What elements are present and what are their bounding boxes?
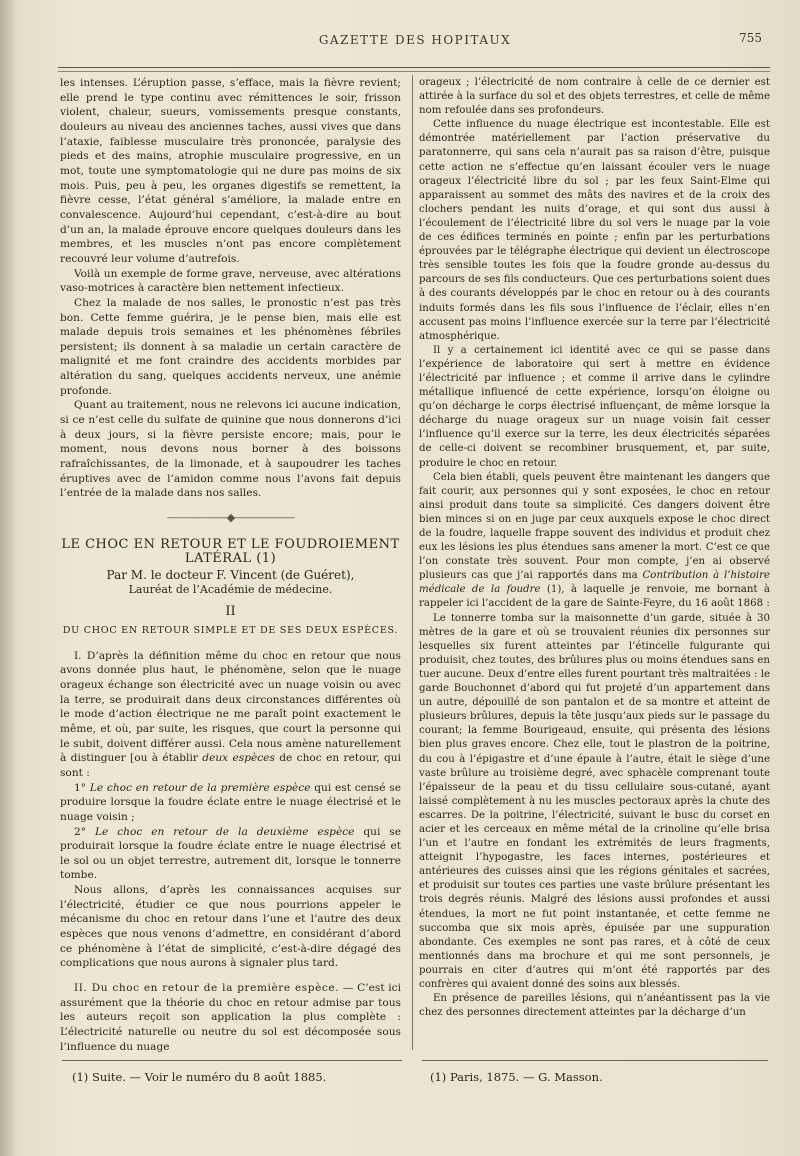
paragraph: orageux ; l’électricité de nom contraire à celle de ce dernier est attirée à la surface du sol et des objets terrestres, et celle de même nom refoulée dans ses profondeurs. — [419, 77, 770, 117]
footnote-rule — [422, 1060, 768, 1061]
paragraph: Chez la malade de nos salles, le pronostic n’est pas très bon. Cette femme guérira, je le pense bien, mais elle est malade depuis trois semaines et les phénomènes fébriles persistent; ils donnent à sa maladie un certain caractère de malignité et me font craindre des accidents morbides par altération du sang, quelques accidents nerveux, une anémie profonde. — [60, 296, 401, 397]
section-heading: DU CHOC EN RETOUR SIMPLE ET DE SES DEUX ESPÈCES. — [62, 624, 399, 636]
list-item — [60, 825, 401, 884]
section-ornament: ——————◆—————— — [166, 511, 295, 525]
column-separator — [412, 75, 413, 1050]
paragraph: Quant au traitement, nous ne relevons ici aucune indication, si ce n’est celle du sulfate de quinine que nous donnerons d’ici à deux jours, si la fièvre persiste encore; mais, pour le moment, nous devons nous borner à des boissons rafraîchissantes, de la limonade, et à saupoudrer les taches éruptives avec de l’amidon comme nous l’avons fait depuis l’entrée de la malade dans nos salles. — [60, 399, 401, 500]
header-rule — [58, 67, 770, 72]
text-run: qui se produirait lorsque la foudre éclate entre le nuage électrisé et le sol ou un objet terrestre, autrement dit, lorsque le tonnerre tombe. — [60, 825, 401, 882]
text-run: qui est censé se produire lorsque la foudre éclate entre le nuage électrisé et le nuage voisin ; — [60, 781, 401, 823]
text-run: — C’est ici assurément que la théorie du choc en retour admise par tous les auteurs reçoit son application la plus complète : L’électricité naturelle ou neutre du sol est décomposée sous l’influence du nuage — [60, 982, 401, 1053]
emphasis: Le choc en retour de la deuxième espèce — [94, 825, 355, 838]
footnote-rule — [62, 1060, 402, 1061]
part-number: II — [225, 604, 236, 620]
paragraph: les intenses. L’éruption passe, s’efface, mais la fièvre revient; elle prend le type continu avec rémittences le soir, frisson violent, chaleur, sueurs, vomissements presque constants, douleurs au niveau des anciennes taches, aussi vives que dans l’ataxie, faiblesse musculaire très prononcée, paralysie des pieds et des mains, atrophie musculaire progressive, en un mot, toute une symptomatologie qui ne dure pas moins de six mois. Puis, peu à peu, les organes digestifs se remettent, la fièvre cesse, l’état général s’améliore, la malade entre en convalescence. Aujourd’hui cependant, c’est-à-dire au bout d’un an, la malade éprouve encore quelques douleurs dans les membres, et les muscles n’ont pas encore complètement recouvré leur volume d’autrefois. — [60, 77, 401, 265]
text-run: (1), à laquelle je renvoie, me bornant à rappeler ici l’accident de la gare de Sainte-Feyre, du 16 août 1868 : — [419, 584, 770, 610]
right-column — [419, 76, 770, 1020]
emphasis: Le choc en retour de la première espèce — [89, 781, 311, 794]
text-run: I. D’après la définition même du choc en retour que nous avons donnée plus haut, le phénomène, selon que le nuage orageux échange son électricité avec un nuage voisin ou avec la terre, se produirait dans deux circonstances différentes où le mode d’action électrique ne me paraît point exactement le même, et où, par suite, les risques, que court la personne qui le subit, doivent différer aussi. Cela nous amène naturellement à distinguer [ou à établir — [60, 649, 401, 765]
paragraph — [419, 471, 770, 612]
paragraph: Cette influence du nuage électrique est incontestable. Elle est démontrée matériellement par l’action préservative du paratonnerre, qui sans cela n’aurait pas sa raison d’être, puisque cette action ne s’effectue qu’en laissant écouler vers le nuage orageux l’électricité libre du sol ; par les feux Saint-Elme qui apparaissent au sommet des mâts des navires et de la croix des clochers pendant les nuits d’orage, et qui sont dus aussi à l’écoulement de l’électricité libre du sol vers le nuage par la voie de ces édifices terminés en pointe ; enfin par les perturbations éprouvées par le télégraphe électrique qui devient un électroscope très sensible toutes les fois que la foudre gronde au-dessus du parcours de ses fils conducteurs. Que ces perturbations soient dues à des courants développés par le choc en retour ou à des courants induits formés dans les fils sous l’influence de l’éclair, elles n’en accusent pas moins l’influence exercée sur la terre par l’électricité atmosphérique. — [419, 119, 770, 342]
paragraph: Nous allons, d’après les connaissances acquises sur l’électricité, étudier ce que nous pourrions appeler le mécanisme du choc en retour dans l’une et l’autre des deux espèces que nous venons d’admettre, en considérant d’abord ce phénomène à l’état de simplicité, c’est-à-dire dégagé des complications que nous aurons à signaler plus tard. — [60, 884, 401, 970]
text-run: de choc en retour, qui sont : — [60, 752, 401, 779]
page-spine-shadow — [0, 0, 14, 1156]
paragraph: Le tonnerre tomba sur la maisonnette d’un garde, située à 30 mètres de la gare et où se trouvaient réunies dix personnes sur lesquelles six furent atteintes par l’étincelle fulgurante qui produisit, chez toutes, des brûlures plus ou moins étendues sans en tuer aucune. Deux d’entre elles furent pourtant très maltraitées : le garde Bouchonnet d’abord qui fut projeté d’un appartement dans un autre, dépouillé de son pantalon et de sa montre et atteint de plusieurs brûlures, depuis la tête jusqu’aux pieds sur le passage du courant; la femme Bourigeaud, ensuite, qui présenta des lésions bien plus graves encore. Chez elle, tout le plastron de la poitrine, du cou à l’épigastre et d’une épaule à l’autre, était le siège d’une vaste brûlure au troisième degré, avec sphacèle comprenant toute l’épaisseur de la peau et du tissu cellulaire sous-cutané, ayant laissé complètement à nu les muscles pectoraux après la chute des escarres. De la poitrine, l’électricité, suivant le busc du corset en acier et les cerceaux en même métal de la crinoline qu’elle brisa l’un et l’autre en fondant les extrémités de leurs fragments, atteignit l’hypogastre, les faces internes, postérieures et antérieures des cuisses ainsi que les régions génitales et sacrées, et produisit sur toutes ces parties une vaste brûlure présentant les trois degrés réunis. Malgré des lésions aussi profondes et aussi étendues, la mort ne fut point instantanée, et cette femme ne succomba que six mois après, épuisée par une suppuration abondante. Ces exemples ne sont pas rares, et à côté de ceux mentionnés dans ma brochure et qui me sont personnels, je pourrais en citer d’autres qui m’ont été rapportés par des confrères qui avaient donné des soins aux blessés. — [419, 612, 770, 990]
emphasis: deux espèces — [202, 752, 275, 765]
subsection-lead: II. Du choc en retour de la première espèce. — [74, 982, 340, 995]
article-title: LE CHOC EN RETOUR ET LE FOUDROIEMENT LATÉRAL (1) — [61, 536, 400, 567]
paragraph: Voilà un exemple de forme grave, nerveuse, avec altérations vaso-motrices à caractère bien nettement infectieux. — [60, 267, 401, 295]
paragraph — [60, 649, 401, 781]
author-credential: Lauréat de l’Académie de médecine. — [128, 582, 333, 596]
page-number: 755 — [739, 31, 762, 45]
article-byline: Par M. le docteur F. Vincent (de Guéret), — [106, 568, 355, 582]
emphasis: Contribution à l’histoire médicale de la foudre — [419, 570, 770, 596]
list-number: 1° — [74, 781, 90, 794]
left-column — [60, 76, 401, 1054]
list-item — [60, 781, 401, 825]
journal-title: GAZETTE DES HOPITAUX — [318, 33, 512, 47]
list-number: 2° — [74, 825, 95, 838]
paragraph: Il y a certainement ici identité avec ce qui se passe dans l’expérience de laboratoire qui sert à mettre en évidence l’électricité par influence ; et comme il arrive dans le cylindre métallique influencé de cette expérience, lorsqu’on éloigne ou qu’on décharge le corps électrisé influençant, de même lorsque la décharge du nuage orageux sur un nuage voisin fait cesser l’influence qu’il exerce sur la terre, les deux électricités séparées de celle-ci doivent se recombiner brusquement, et, par suite, produire le choc en retour. — [419, 344, 770, 469]
footnote: (1) Paris, 1875. — G. Masson. — [430, 1070, 603, 1084]
footnote: (1) Suite. — Voir le numéro du 8 août 1885. — [72, 1070, 327, 1084]
paragraph: En présence de pareilles lésions, qui n’anéantissent pas la vie chez des personnes directement atteintes par la décharge d’un — [419, 993, 770, 1019]
text-run: Cela bien établi, quels peuvent être maintenant les dangers que fait courir, aux personnes qui y sont exposées, le choc en retour ainsi produit dans toute sa simplicité. Ces dangers doivent être bien minces si on en juge par ceux auxquels expose le choc direct de la foudre, laquelle frappe souvent des individus et produit chez eux les lésions les plus étendues sans amener la mort. C’est ce que l’on constate très souvent. Pour mon compte, j’en ai observé plusieurs cas que j’ai rapportés dans ma — [419, 471, 770, 582]
paragraph — [60, 981, 401, 1054]
running-header — [60, 28, 770, 58]
